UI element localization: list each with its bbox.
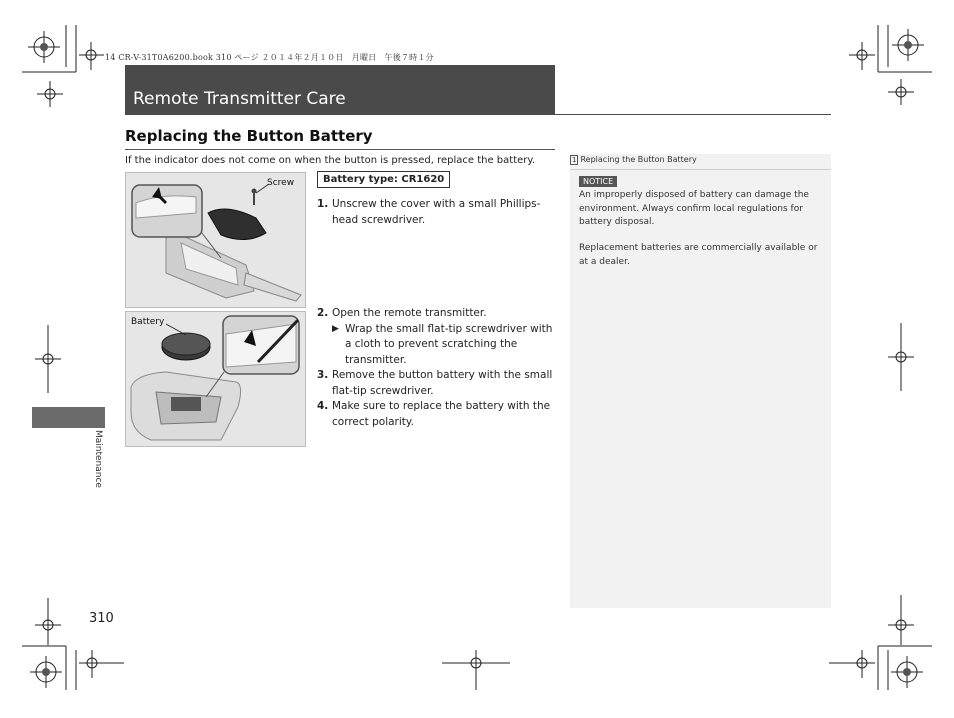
step-2: [317, 306, 555, 322]
screw-label: Screw: [267, 178, 295, 188]
reference-icon: 1: [572, 156, 577, 164]
substep-text: Wrap the small flat-tip screwdriver with a cloth to prevent scratching the transmitter.: [345, 322, 553, 366]
step-number: 3.: [317, 369, 329, 381]
step-text: Remove the button battery with the small flat-tip screwdriver.: [332, 369, 553, 397]
title-rule: [555, 114, 831, 115]
step-3: [317, 368, 555, 399]
step-text: Open the remote transmitter.: [332, 307, 487, 319]
section-heading: Replacing the Button Battery: [125, 127, 373, 145]
notice-text: An improperly disposed of battery can damage the environment. Always confirm local regulations for battery disposal.: [579, 190, 809, 227]
battery-label: Battery: [131, 317, 165, 327]
chapter-label: Maintenance: [93, 430, 103, 488]
step-text: Unscrew the cover with a small Phillips-head screwdriver.: [332, 198, 541, 226]
steps-part-1: [317, 197, 555, 228]
battery-type-box: Battery type: CR1620: [317, 171, 450, 188]
info-text: Replacement batteries are commercially available or at a dealer.: [579, 243, 818, 267]
step-2-substep: [317, 322, 555, 369]
notice-badge: NOTICE: [579, 176, 617, 187]
step-number: 4.: [317, 400, 329, 412]
side-note-title: [570, 155, 697, 165]
step-1: [317, 197, 555, 228]
chapter-tab: [32, 407, 105, 428]
step-number: 2.: [317, 307, 329, 319]
page-title: Remote Transmitter Care: [133, 89, 346, 109]
page-number: 310: [89, 611, 114, 626]
step-4: [317, 399, 555, 430]
steps-part-2: [317, 306, 555, 430]
arrow-right-icon: ▶: [332, 323, 339, 334]
heading-rule: [125, 149, 555, 150]
step-number: 1.: [317, 198, 329, 210]
step-text: Make sure to replace the battery with the correct polarity.: [332, 400, 551, 428]
intro-text: If the indicator does not come on when the button is pressed, replace the battery.: [125, 155, 536, 166]
print-header: 14 CR-V-31T0A6200.book 310 ページ ２０１４年２月１０日 月曜日 午後７時１分: [105, 53, 434, 62]
side-note-title-text: Replacing the Button Battery: [580, 155, 697, 164]
figure-battery: [125, 311, 306, 447]
side-note-rule: [570, 169, 831, 170]
figure-unscrew-cover: [125, 172, 306, 308]
